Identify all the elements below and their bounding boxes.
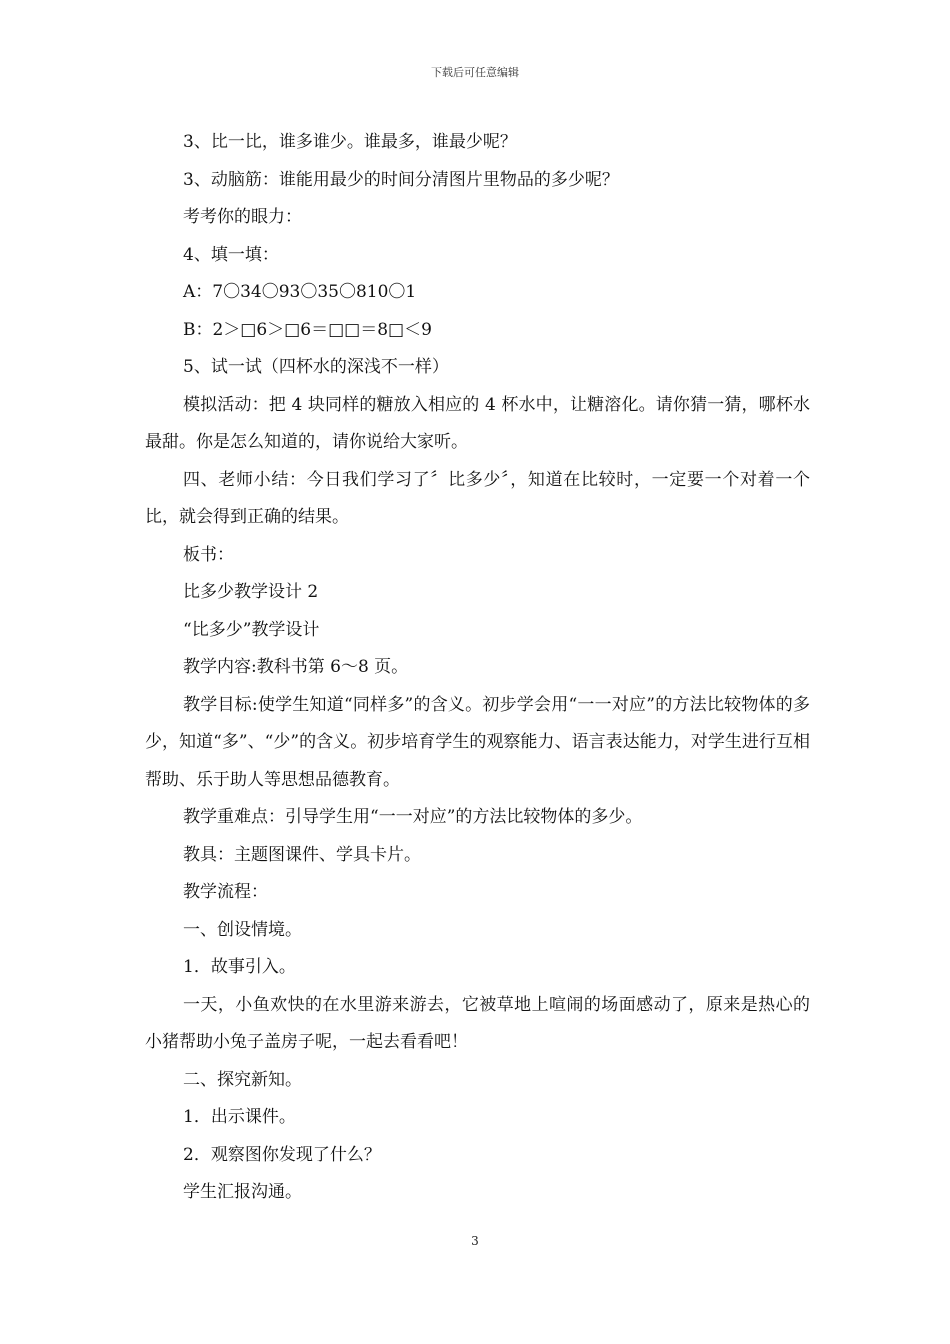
paragraph-teaching-content: 教学内容:教科书第 6～8 页。: [183, 657, 409, 677]
paragraph-exercise-b: B：2＞□6＞□6＝□□＝8□＜9: [183, 319, 432, 340]
paragraph-try-it: 5、试一试（四杯水的深浅不一样）: [183, 357, 449, 377]
page-header: 下载后可任意编辑: [431, 66, 519, 79]
paragraph-teaching-aids: 教具：主题图课件、学具卡片。: [183, 844, 421, 865]
paragraph-brain-teaser: 3、动脑筋：谁能用最少的时间分清图片里物品的多少呢？: [183, 169, 619, 190]
paragraph-observe: 2．观察图你发现了什么？: [183, 1144, 381, 1165]
paragraph-section-two: 二、探究新知。: [183, 1069, 302, 1090]
paragraph-design-2-title: 比多少教学设计 2: [183, 582, 319, 602]
paragraph-student-report: 学生汇报沟通。: [183, 1182, 302, 1202]
paragraph-design-title: “比多少”教学设计: [183, 619, 320, 640]
paragraph-simulation-activity: 模拟活动：把 4 块同样的糖放入相应的 4 杯水中，让糖溶化。请你猜一猜，哪杯水最甜。你是怎么知道的，请你说给大家听。: [145, 394, 810, 452]
paragraph-exercise-a: A：7〇34〇93〇35〇810〇1: [183, 282, 417, 302]
paragraph-story: 一天，小鱼欢快的在水里游来游去，它被草地上喧闹的场面感动了，原来是热心的小猪帮助小兔子盖房子呢，一起去看看吧！: [145, 994, 810, 1052]
paragraph-section-one: 一、创设情境。: [183, 919, 302, 940]
paragraph-teacher-summary: 四、老师小结：今日我们学习了〞比多少〞，知道在比较时，一定要一个对着一个比，就会得到正确的结果。: [145, 469, 810, 527]
paragraph-teaching-goals: 教学目标:使学生知道“同样多”的含义。初步学会用“一一对应”的方法比较物体的多少，知道“多”、“少”的含义。初步培育学生的观察能力、语言表达能力，对学生进行互相帮助、乐于助人等思想品德教育。: [145, 694, 810, 790]
paragraph-fill-in: 4、填一填：: [183, 244, 279, 265]
paragraph-blackboard: 板书：: [183, 544, 234, 565]
page-number: 3: [471, 1234, 479, 1248]
paragraph-show-courseware: 1．出示课件。: [183, 1107, 296, 1127]
paragraph-key-points: 教学重难点：引导学生用“一一对应”的方法比较物体的多少。: [183, 807, 643, 827]
paragraph-test-eyesight: 考考你的眼力：: [183, 207, 302, 227]
paragraph-story-intro: 1．故事引入。: [183, 957, 296, 977]
document-body: [145, 124, 810, 1212]
paragraph-teaching-flow: 教学流程：: [183, 882, 268, 902]
paragraph-compare: 3、比一比，谁多谁少。谁最多，谁最少呢？: [183, 132, 517, 152]
